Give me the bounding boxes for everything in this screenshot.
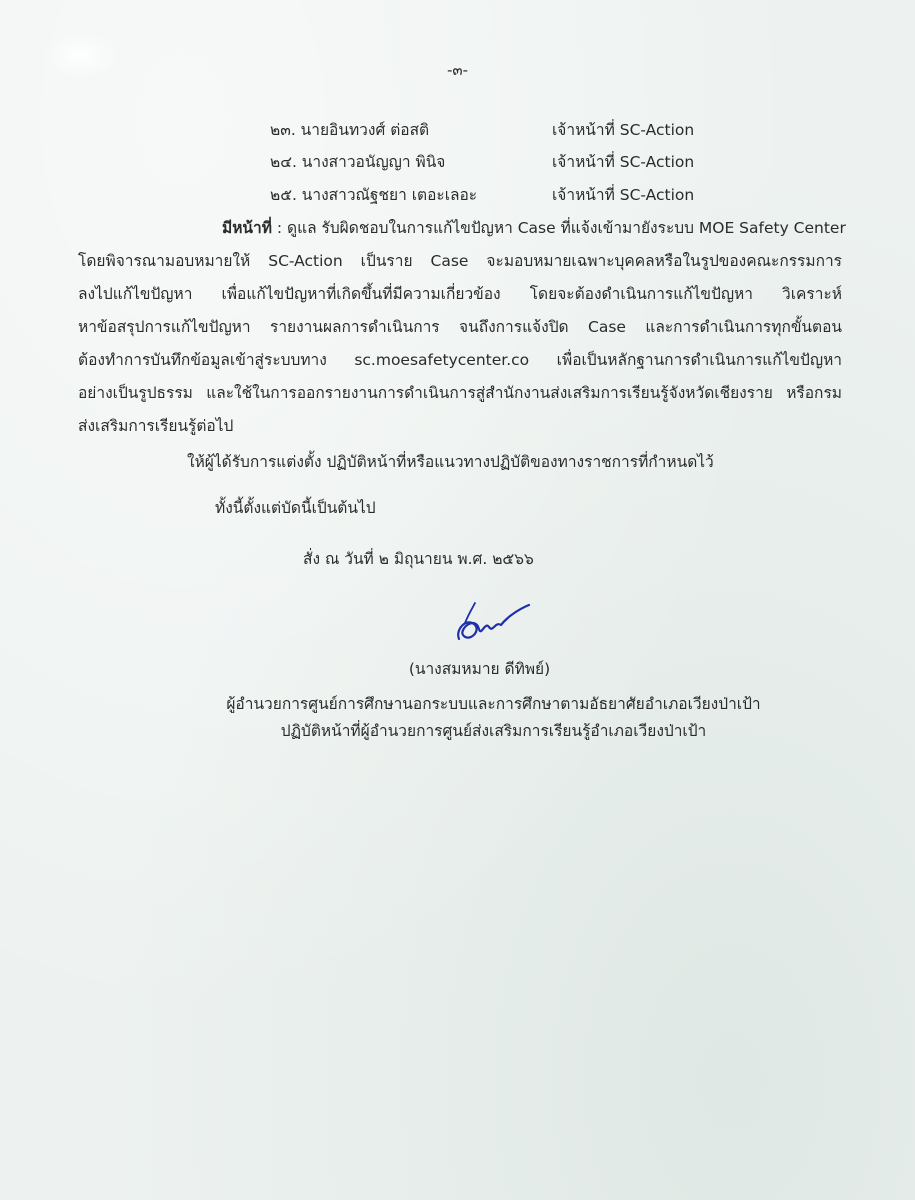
duty-label: มีหน้าที่ — [222, 219, 272, 237]
order-date: สั่ง ณ วันที่ ๒ มิถุนายน พ.ศ. ๒๕๖๖ — [303, 550, 534, 568]
duty-first-line — [222, 217, 846, 239]
member-name: ๒๕. นางสาวณัฐชยา เตอะเลอะ — [270, 186, 478, 204]
page-number: -๓- — [446, 61, 469, 79]
member-name: ๒๔. นางสาวอนัญญา พินิจ — [270, 153, 446, 171]
duty-line-4: ต้องทำการบันทึกข้อมูลเข้าสู่ระบบทาง sc.moesafetycenter.co เพื่อเป็นหลักฐานการดำเนินการแก้ไขปัญหา — [78, 351, 842, 369]
member-name: ๒๓. นายอินทวงศ์ ต่อสติ — [270, 121, 430, 139]
effective-line: ทั้งนี้ตั้งแต่บัดนี้เป็นต้นไป — [215, 499, 376, 517]
member-role: เจ้าหน้าที่ SC-Action — [552, 121, 695, 139]
member-role: เจ้าหน้าที่ SC-Action — [552, 153, 695, 171]
duty-last-line: ส่งเสริมการเรียนรู้ต่อไป — [78, 417, 234, 435]
member-role: เจ้าหน้าที่ SC-Action — [552, 186, 695, 204]
duty-first-text: : ดูแล รับผิดชอบในการแก้ไขปัญหา Case ที่แจ้งเข้ามายังระบบ MOE Safety Center — [271, 219, 846, 237]
duty-line-1: โดยพิจารณามอบหมายให้ SC-Action เป็นราย Case จะมอบหมายเฉพาะบุคคลหรือในรูปของคณะกรรมการ — [78, 252, 842, 270]
signer-position-2: ปฏิบัติหน้าที่ผู้อำนวยการศูนย์ส่งเสริมการเรียนรู้อำเภอเวียงป่าเป้า — [280, 722, 707, 740]
duty-line-2: ลงไปแก้ไขปัญหา เพื่อแก้ไขปัญหาที่เกิดขึ้นที่มีความเกี่ยวข้อง โดยจะต้องดำเนินการแก้ไขปัญหา วิเคราะห์ — [78, 285, 842, 303]
signature-mark — [445, 595, 535, 655]
signer-position-1: ผู้อำนวยการศูนย์การศึกษานอกระบบและการศึกษาตามอัธยาศัยอำเภอเวียงป่าเป้า — [226, 695, 761, 713]
signer-name: (นางสมหมาย ดีทิพย์) — [408, 660, 551, 678]
duty-line-5: อย่างเป็นรูปธรรม และใช้ในการออกรายงานการดำเนินการสู่สำนักงานส่งเสริมการเรียนรู้จังหวัดเชียงราย หรือกรม — [78, 384, 842, 402]
instruction-line: ให้ผู้ได้รับการแต่งตั้ง ปฏิบัติหน้าที่หรือแนวทางปฏิบัติของทางราชการที่กำหนดไว้ — [187, 453, 714, 471]
duty-line-3: หาข้อสรุปการแก้ไขปัญหา รายงานผลการดำเนินการ จนถึงการแจ้งปิด Case และการดำเนินการทุกขั้นตอน — [78, 318, 842, 336]
